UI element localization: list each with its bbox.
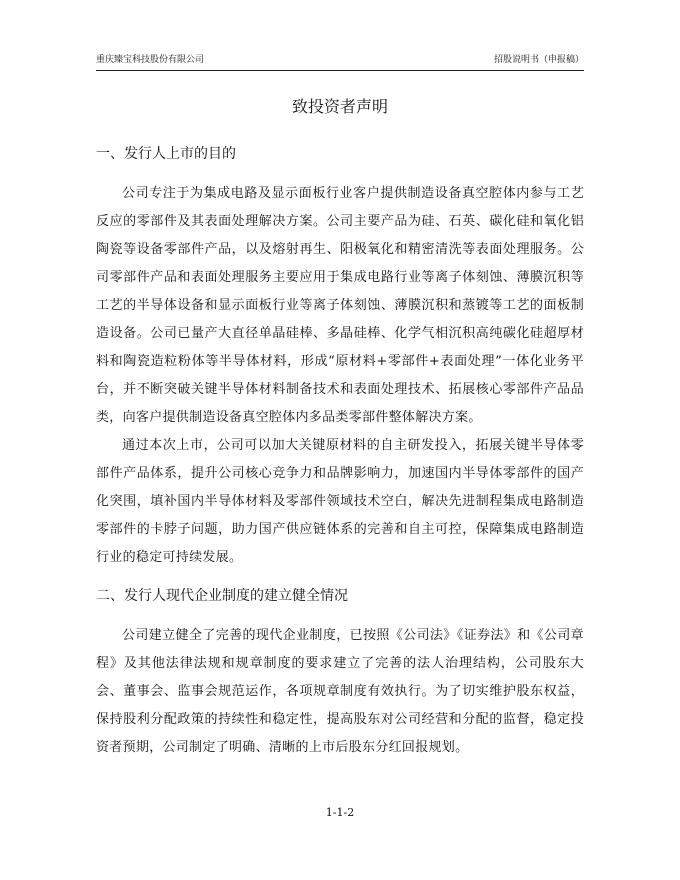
paragraph-company-business: 公司专注于为集成电路及显示面板行业客户提供制造设备真空腔体内参与工艺反应的零部件及其表面处理解决方案。公司主要产品为硅、石英、碳化硅和氧化铝陶瓷等设备零部件产品，以及熔射再生、阳极氧化和精密清洗等表面处理服务。公司零部件产品和表面处理服务主要应用于集成电路行业等离子体刻蚀、薄膜沉积等工艺的半导体设备和显示面板行业等离子体刻蚀、薄膜沉积和蒸镀等工艺的面板制造设备。公司已量产大直径单晶硅棒、多晶硅棒、化学气相沉积高纯碳化硅超厚材料和陶瓷造粒粉体等半导体材料，形成“原材料+零部件+表面处理”一体化业务平台，并不断突破关键半导体材料制备技术和表面处理技术、拓展核心零部件产品品类，向客户提供制造设备真空腔体内多品类零部件整体解决方案。: [96, 186, 584, 425]
document-title: 致投资者声明: [291, 97, 388, 116]
page-header: [96, 52, 584, 71]
page-number: 1-1-2: [325, 806, 355, 819]
paragraph-listing-benefits: 通过本次上市，公司可以加大关键原材料的自主研发投入，拓展关键半导体零部件产品体系，提升公司核心竞争力和品牌影响力，加速国内半导体零部件的国产化突围，填补国内半导体材料及零部件领域技术空白，解决先进制程集成电路制造零部件的卡脖子问题，助力国产供应链体系的完善和自主可控，保障集成电路制造行业的稳定可持续发展。: [96, 438, 584, 565]
section-heading-corporate-governance: 二、发行人现代企业制度的建立健全情况: [96, 588, 348, 604]
section-heading-listing-purpose: 一、发行人上市的目的: [96, 146, 236, 162]
header-company-name: 重庆臻宝科技股份有限公司: [96, 55, 205, 65]
header-document-type: 招股说明书（申报稿）: [493, 55, 584, 65]
paragraph-governance-system: 公司建立健全了完善的现代企业制度，已按照《公司法》《证券法》和《公司章程》及其他法律法规和规章制度的要求建立了完善的法人治理结构，公司股东大会、董事会、监事会规范运作，各项规章制度有效执行。为了切实维护股东权益，保持股利分配政策的持续性和稳定性，提高股东对公司经营和分配的监督，稳定投资者预期，公司制定了明确、清晰的上市后股东分红回报规划。: [96, 628, 584, 755]
